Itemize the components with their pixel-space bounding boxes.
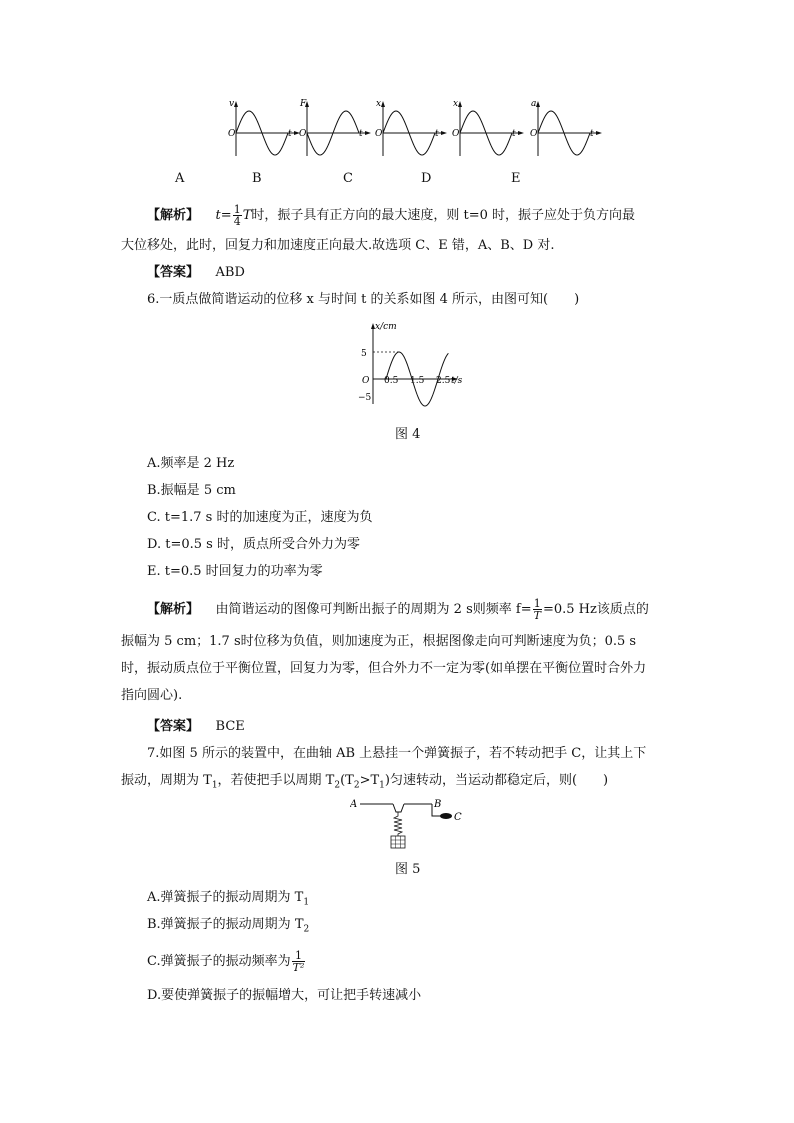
origin-label: O	[375, 129, 383, 139]
graph-panel-2	[299, 99, 371, 156]
y-axis-label: a	[531, 99, 537, 109]
q7-option-c: C.弹簧振子的振动频率为 $\frac{1}{\text{T²}}$	[147, 949, 305, 974]
origin-label: O	[530, 129, 538, 139]
x-axis-arrow	[441, 131, 447, 135]
graph-panel-4	[452, 99, 524, 156]
q7-device-figure	[350, 798, 480, 858]
y-tick-5: 5	[361, 349, 367, 359]
option-letter-a: A	[175, 171, 185, 186]
graph-panel-5	[530, 99, 602, 156]
graph-panel-3	[375, 99, 447, 156]
label-a: A	[350, 799, 358, 810]
q6-analysis-line3: 时，振动质点位于平衡位置，回复力为零，但合外力不一定为零(如单摆在平衡位置时合外力	[121, 661, 647, 676]
origin-label: O	[452, 129, 460, 139]
q6-answer: 【答案】 BCE	[147, 719, 245, 734]
y-axis-label: x	[376, 99, 382, 109]
origin-label: O	[228, 129, 236, 139]
q6-option-c: C. t=1.7 s 时的加速度为正，速度为负	[147, 510, 373, 525]
answer-tag: 【答案】	[147, 265, 200, 280]
q7-stem-line2: 振动，周期为 $T_1$，若使把手以周期 $T_2(T_2>T_1)$匀速转动，当运动都稳定后，则( )	[121, 773, 609, 791]
t-axis-label: t	[590, 129, 594, 139]
fraction-quarter: $\frac{1}{4}$	[233, 203, 241, 228]
fraction-one-over-t2: $\frac{1}{\text{T²}}$	[292, 949, 305, 974]
x-tick-2: 1.5	[410, 376, 425, 386]
spring	[394, 812, 402, 836]
y-axis-label: v	[229, 99, 235, 109]
q6-graph	[345, 318, 465, 418]
q5-analysis-line2: 大位移处，此时，回复力和加速度正向最大.故选项 C、E 错，A、B、D 对.	[121, 238, 555, 253]
x-axis-arrow	[365, 131, 371, 135]
q6-option-d: D. t=0.5 s 时，质点所受合外力为零	[147, 537, 360, 552]
origin-label: O	[299, 129, 307, 139]
crank-dip	[393, 804, 404, 812]
t-axis-label: t	[435, 129, 439, 139]
q6-analysis-line2: 振幅为 5 cm；1.7 s时位移为负值，则加速度为正，根据图像走向可判断速度为负；0.5 s	[121, 634, 637, 649]
y-axis-arrow	[234, 101, 238, 107]
q6-option-a: A.频率是 2 Hz	[147, 456, 235, 471]
y-axis-arrow	[458, 101, 462, 107]
origin-label: O	[362, 376, 370, 386]
y-tick-minus-5: −5	[358, 393, 372, 403]
top-graphs	[0, 0, 794, 200]
label-b: B	[434, 799, 442, 810]
t-axis-label: t	[512, 129, 516, 139]
q7-option-d: D.要使弹簧振子的振幅增大，可让把手转速减小	[147, 988, 422, 1003]
q6-analysis-line4: 指向圆心).	[121, 688, 183, 703]
t-axis-label: t	[359, 129, 363, 139]
y-axis-label: F	[300, 99, 307, 109]
t-axis-label: t	[288, 129, 292, 139]
graph-panel-1	[228, 99, 300, 156]
option-letter-d: D	[421, 171, 432, 186]
x-axis-arrow	[596, 131, 602, 135]
option-letter-c: C	[343, 171, 353, 186]
x-axis-label: t/s	[451, 376, 463, 386]
q7-figure-caption: 图 5	[395, 862, 421, 877]
q7-option-b: B.弹簧振子的振动周期为 $T_2$	[147, 917, 310, 935]
handle-c	[440, 813, 452, 819]
analysis-tag: 【解析】	[147, 602, 200, 617]
option-letter-b: B	[252, 171, 262, 186]
q5-answer: 【答案】 ABD	[147, 265, 245, 280]
q6-option-e: E. t=0.5 时回复力的功率为零	[147, 564, 323, 579]
x-tick-1: 0.5	[384, 376, 399, 386]
q6-option-b: B.振幅是 5 cm	[147, 483, 236, 498]
analysis-tag: 【解析】	[147, 208, 200, 223]
q6-figure-caption: 图 4	[395, 427, 421, 442]
x-axis-arrow	[518, 131, 524, 135]
answer-tag: 【答案】	[147, 719, 200, 734]
q7-stem-line1: 7.如图 5 所示的装置中，在曲轴 AB 上悬挂一个弹簧振子，若不转动把手 C，让其上下	[147, 746, 647, 761]
q7-option-a: A.弹簧振子的振动周期为 $T_1$	[147, 890, 310, 908]
y-axis-arrow	[381, 101, 385, 107]
q6-stem: 6.一质点做简谐运动的位移 x 与时间 t 的关系如图 4 所示，由图可知( )	[147, 292, 580, 307]
q6-analysis-line1: 【解析】 由简谐运动的图像可判断出振子的周期为 2 s则频率 f= $\frac{1}{T}$ =0.5 Hz该质点的	[147, 597, 649, 622]
y-axis-label: x/cm	[375, 322, 397, 332]
y-axis-arrow	[536, 101, 540, 107]
x-tick-3: 2.5	[436, 376, 451, 386]
label-c: C	[454, 812, 462, 823]
option-letter-e: E	[511, 171, 521, 186]
fraction-one-over-t: $\frac{1}{T}$	[533, 597, 541, 622]
y-axis-label: x	[453, 99, 459, 109]
weight-block	[391, 836, 405, 848]
q5-analysis-line1: 【解析】 t= $\frac{1}{4}$ T时，振子具有正方向的最大速度，则 t=0 时，振子应处于负方向最	[147, 203, 636, 228]
